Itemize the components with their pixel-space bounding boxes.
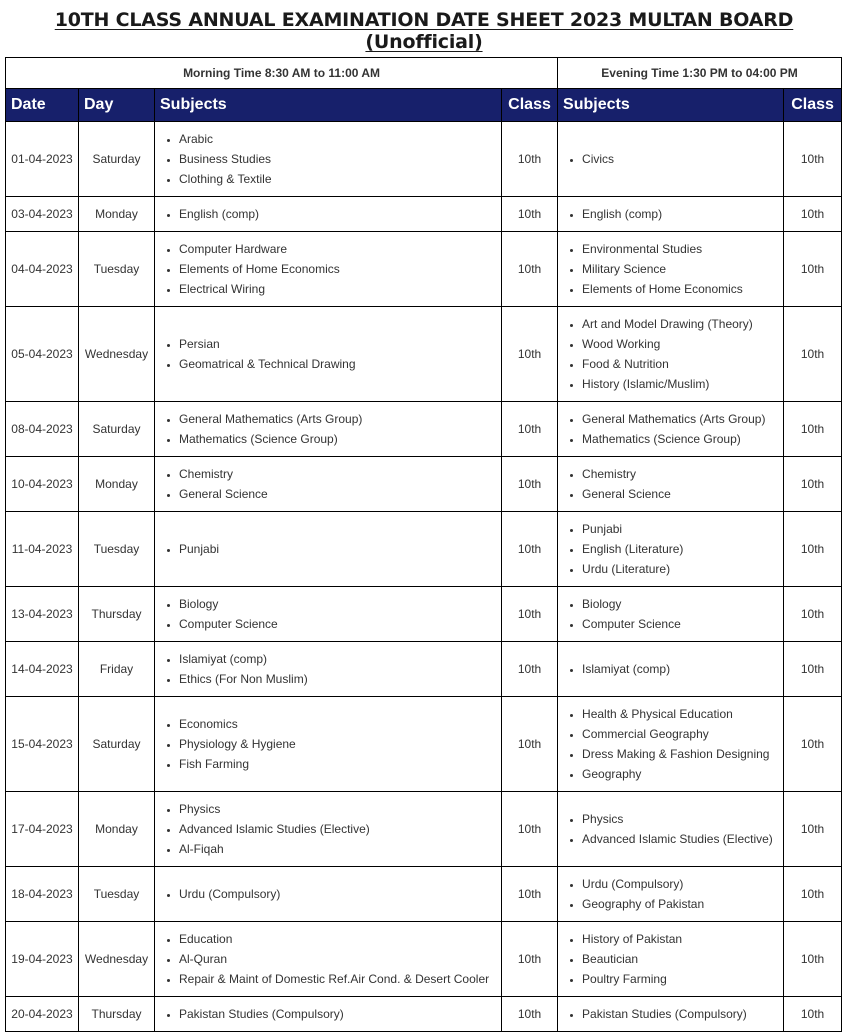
- table-row: [6, 642, 842, 697]
- morning-class-cell: 10th: [502, 587, 558, 642]
- subject-item: • Elements of Home Economics: [179, 259, 497, 279]
- morning-class-cell: 10th: [502, 457, 558, 512]
- evening-class-cell: 10th: [784, 512, 842, 587]
- morning-subjects-cell: [155, 867, 502, 922]
- evening-subjects-cell: [558, 792, 784, 867]
- morning-class-cell: 10th: [502, 122, 558, 197]
- subject-list: [564, 239, 779, 299]
- subject-item: • Islamiyat (comp): [179, 649, 497, 669]
- page-title: 10TH CLASS ANNUAL EXAMINATION DATE SHEET 2023 MULTAN BOARD (Unofficial): [54, 9, 794, 53]
- evening-subjects-cell: [558, 587, 784, 642]
- subject-item: • Computer Hardware: [179, 239, 497, 259]
- day-cell: Saturday: [79, 122, 155, 197]
- subject-list: [564, 704, 779, 784]
- subject-item: • Chemistry: [582, 464, 779, 484]
- subject-item: • Dress Making & Fashion Designing: [582, 744, 779, 764]
- subject-item: • Civics: [582, 149, 779, 169]
- header-class-evening: Class: [784, 89, 842, 122]
- evening-subjects-cell: [558, 232, 784, 307]
- subject-item: • History (Islamic/Muslim): [582, 374, 779, 394]
- morning-class-cell: 10th: [502, 402, 558, 457]
- morning-class-cell: 10th: [502, 307, 558, 402]
- subject-list: [161, 464, 497, 504]
- table-row: [6, 197, 842, 232]
- subject-item: • Advanced Islamic Studies (Elective): [179, 819, 497, 839]
- evening-subjects-cell: [558, 867, 784, 922]
- subject-list: [161, 409, 497, 449]
- morning-subjects-cell: [155, 457, 502, 512]
- subject-item: • Physics: [179, 799, 497, 819]
- subject-item: • Art and Model Drawing (Theory): [582, 314, 779, 334]
- subject-item: • Mathematics (Science Group): [179, 429, 497, 449]
- morning-class-cell: 10th: [502, 867, 558, 922]
- subject-item: • Punjabi: [582, 519, 779, 539]
- subject-item: • Education: [179, 929, 497, 949]
- subject-list: [161, 799, 497, 859]
- date-cell: 18-04-2023: [6, 867, 79, 922]
- subject-list: [564, 874, 779, 914]
- morning-subjects-cell: [155, 697, 502, 792]
- evening-class-cell: 10th: [784, 197, 842, 232]
- evening-subjects-cell: [558, 642, 784, 697]
- header-date: Date: [6, 89, 79, 122]
- header-subjects-evening: Subjects: [558, 89, 784, 122]
- morning-subjects-cell: [155, 922, 502, 997]
- date-cell: 13-04-2023: [6, 587, 79, 642]
- date-cell: 20-04-2023: [6, 997, 79, 1032]
- subject-list: [564, 594, 779, 634]
- day-cell: Monday: [79, 457, 155, 512]
- subject-list: [564, 519, 779, 579]
- morning-session-label: Morning Time 8:30 AM to 11:00 AM: [6, 58, 558, 89]
- date-cell: 03-04-2023: [6, 197, 79, 232]
- subject-list: [161, 1004, 497, 1024]
- evening-subjects-cell: [558, 512, 784, 587]
- morning-subjects-cell: [155, 232, 502, 307]
- table-row: [6, 587, 842, 642]
- day-cell: Monday: [79, 792, 155, 867]
- morning-class-cell: 10th: [502, 997, 558, 1032]
- subject-item: • Computer Science: [582, 614, 779, 634]
- evening-subjects-cell: [558, 922, 784, 997]
- subject-list: [564, 314, 779, 394]
- subject-item: • Elements of Home Economics: [582, 279, 779, 299]
- header-day: Day: [79, 89, 155, 122]
- evening-class-cell: 10th: [784, 642, 842, 697]
- subject-list: [564, 464, 779, 504]
- subject-item: • Military Science: [582, 259, 779, 279]
- subject-item: • Electrical Wiring: [179, 279, 497, 299]
- morning-class-cell: 10th: [502, 197, 558, 232]
- subject-list: [161, 334, 497, 374]
- day-cell: Thursday: [79, 587, 155, 642]
- subject-item: • Health & Physical Education: [582, 704, 779, 724]
- subject-list: [161, 884, 497, 904]
- evening-session-label: Evening Time 1:30 PM to 04:00 PM: [558, 58, 842, 89]
- subject-item: • English (comp): [179, 204, 497, 224]
- table-row: [6, 867, 842, 922]
- evening-class-cell: 10th: [784, 867, 842, 922]
- subject-item: • Physiology & Hygiene: [179, 734, 497, 754]
- day-cell: Tuesday: [79, 867, 155, 922]
- subject-item: • Biology: [582, 594, 779, 614]
- subject-item: • Repair & Maint of Domestic Ref.Air Cond. & Desert Cooler: [179, 969, 497, 989]
- subject-list: [564, 204, 779, 224]
- subject-list: [564, 1004, 779, 1024]
- subject-item: • Islamiyat (comp): [582, 659, 779, 679]
- subject-item: • Computer Science: [179, 614, 497, 634]
- day-cell: Monday: [79, 197, 155, 232]
- morning-subjects-cell: [155, 197, 502, 232]
- date-cell: 11-04-2023: [6, 512, 79, 587]
- subject-list: [564, 659, 779, 679]
- subject-item: • Biology: [179, 594, 497, 614]
- subject-item: • Fish Farming: [179, 754, 497, 774]
- table-row: [6, 697, 842, 792]
- day-cell: Thursday: [79, 997, 155, 1032]
- morning-class-cell: 10th: [502, 512, 558, 587]
- subject-item: • General Mathematics (Arts Group): [179, 409, 497, 429]
- subject-item: • History of Pakistan: [582, 929, 779, 949]
- day-cell: Saturday: [79, 402, 155, 457]
- subject-item: • General Mathematics (Arts Group): [582, 409, 779, 429]
- morning-class-cell: 10th: [502, 232, 558, 307]
- evening-subjects-cell: [558, 307, 784, 402]
- evening-class-cell: 10th: [784, 307, 842, 402]
- date-sheet-table: [5, 57, 842, 1032]
- subject-item: • Food & Nutrition: [582, 354, 779, 374]
- date-cell: 14-04-2023: [6, 642, 79, 697]
- subject-item: • Advanced Islamic Studies (Elective): [582, 829, 779, 849]
- subject-item: • Urdu (Compulsory): [582, 874, 779, 894]
- morning-class-cell: 10th: [502, 922, 558, 997]
- evening-subjects-cell: [558, 122, 784, 197]
- evening-subjects-cell: [558, 997, 784, 1032]
- evening-class-cell: 10th: [784, 792, 842, 867]
- date-cell: 04-04-2023: [6, 232, 79, 307]
- subject-list: [161, 239, 497, 299]
- subject-item: • Al-Quran: [179, 949, 497, 969]
- morning-subjects-cell: [155, 402, 502, 457]
- subject-list: [161, 129, 497, 189]
- subject-list: [161, 929, 497, 989]
- morning-subjects-cell: [155, 997, 502, 1032]
- subject-item: • Business Studies: [179, 149, 497, 169]
- subject-item: • Physics: [582, 809, 779, 829]
- subject-item: • Geography of Pakistan: [582, 894, 779, 914]
- subject-list: [161, 204, 497, 224]
- subject-item: • Economics: [179, 714, 497, 734]
- header-subjects-morning: Subjects: [155, 89, 502, 122]
- morning-subjects-cell: [155, 642, 502, 697]
- evening-class-cell: 10th: [784, 697, 842, 792]
- date-cell: 08-04-2023: [6, 402, 79, 457]
- table-row: [6, 512, 842, 587]
- day-cell: Wednesday: [79, 922, 155, 997]
- subject-item: • Persian: [179, 334, 497, 354]
- date-cell: 17-04-2023: [6, 792, 79, 867]
- subject-item: • Beautician: [582, 949, 779, 969]
- subject-item: • Environmental Studies: [582, 239, 779, 259]
- evening-class-cell: 10th: [784, 587, 842, 642]
- table-row: [6, 402, 842, 457]
- subject-item: • Geomatrical & Technical Drawing: [179, 354, 497, 374]
- subject-list: [564, 809, 779, 849]
- date-cell: 10-04-2023: [6, 457, 79, 512]
- session-band-row: [6, 58, 842, 89]
- subject-item: • Mathematics (Science Group): [582, 429, 779, 449]
- evening-class-cell: 10th: [784, 402, 842, 457]
- evening-subjects-cell: [558, 402, 784, 457]
- table-row: [6, 307, 842, 402]
- subject-item: • Ethics (For Non Muslim): [179, 669, 497, 689]
- morning-class-cell: 10th: [502, 697, 558, 792]
- subject-item: • Pakistan Studies (Compulsory): [582, 1004, 779, 1024]
- subject-list: [161, 539, 497, 559]
- subject-item: • English (comp): [582, 204, 779, 224]
- subject-list: [161, 649, 497, 689]
- subject-item: • Al-Fiqah: [179, 839, 497, 859]
- table-row: [6, 792, 842, 867]
- morning-subjects-cell: [155, 587, 502, 642]
- evening-subjects-cell: [558, 697, 784, 792]
- day-cell: Wednesday: [79, 307, 155, 402]
- table-row: [6, 232, 842, 307]
- subject-list: [564, 149, 779, 169]
- morning-class-cell: 10th: [502, 642, 558, 697]
- table-body: [6, 122, 842, 1032]
- date-cell: 05-04-2023: [6, 307, 79, 402]
- day-cell: Saturday: [79, 697, 155, 792]
- subject-item: • English (Literature): [582, 539, 779, 559]
- morning-subjects-cell: [155, 512, 502, 587]
- evening-class-cell: 10th: [784, 232, 842, 307]
- table-header-row: [6, 89, 842, 122]
- subject-item: • Poultry Farming: [582, 969, 779, 989]
- day-cell: Tuesday: [79, 512, 155, 587]
- subject-item: • General Science: [582, 484, 779, 504]
- evening-subjects-cell: [558, 197, 784, 232]
- evening-class-cell: 10th: [784, 122, 842, 197]
- table-row: [6, 997, 842, 1032]
- header-class-morning: Class: [502, 89, 558, 122]
- subject-item: • Arabic: [179, 129, 497, 149]
- subject-item: • Pakistan Studies (Compulsory): [179, 1004, 497, 1024]
- morning-subjects-cell: [155, 792, 502, 867]
- subject-item: • Commercial Geography: [582, 724, 779, 744]
- evening-class-cell: 10th: [784, 922, 842, 997]
- subject-list: [564, 929, 779, 989]
- evening-subjects-cell: [558, 457, 784, 512]
- subject-item: • Urdu (Literature): [582, 559, 779, 579]
- evening-class-cell: 10th: [784, 997, 842, 1032]
- table-row: [6, 922, 842, 997]
- date-cell: 01-04-2023: [6, 122, 79, 197]
- subject-item: • Urdu (Compulsory): [179, 884, 497, 904]
- evening-class-cell: 10th: [784, 457, 842, 512]
- day-cell: Friday: [79, 642, 155, 697]
- subject-item: • Clothing & Textile: [179, 169, 497, 189]
- subject-item: • Geography: [582, 764, 779, 784]
- table-row: [6, 457, 842, 512]
- morning-subjects-cell: [155, 122, 502, 197]
- subject-item: • General Science: [179, 484, 497, 504]
- subject-item: • Wood Working: [582, 334, 779, 354]
- subject-list: [161, 594, 497, 634]
- subject-item: • Punjabi: [179, 539, 497, 559]
- subject-list: [564, 409, 779, 449]
- subject-list: [161, 714, 497, 774]
- subject-item: • Chemistry: [179, 464, 497, 484]
- morning-subjects-cell: [155, 307, 502, 402]
- date-cell: 19-04-2023: [6, 922, 79, 997]
- day-cell: Tuesday: [79, 232, 155, 307]
- table-row: [6, 122, 842, 197]
- morning-class-cell: 10th: [502, 792, 558, 867]
- date-cell: 15-04-2023: [6, 697, 79, 792]
